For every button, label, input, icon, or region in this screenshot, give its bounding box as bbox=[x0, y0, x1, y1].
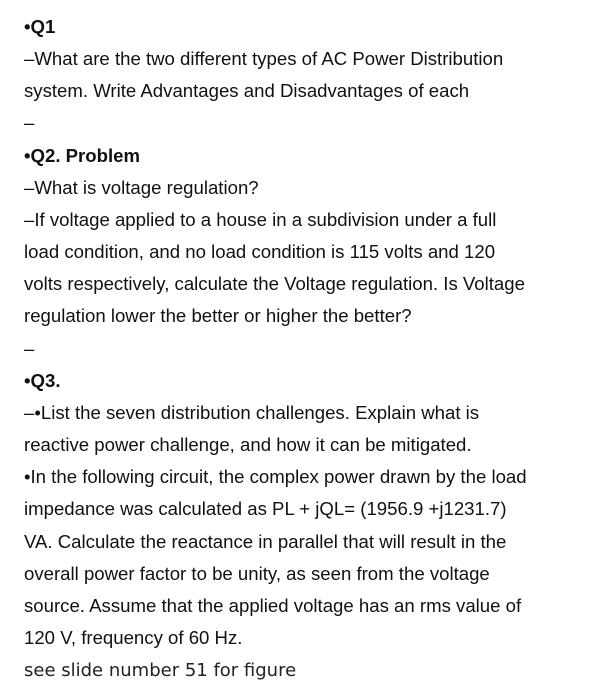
q2-line: –What is voltage regulation? bbox=[24, 177, 259, 198]
q3-line: VA. Calculate the reactance in parallel that will result in the bbox=[24, 531, 507, 552]
q3-line: –•List the seven distribution challenges. Explain what is bbox=[24, 402, 480, 423]
q2-line: regulation lower the better or higher the better? bbox=[24, 305, 412, 326]
q1-line: –What are the two different types of AC Power Distribution bbox=[24, 48, 504, 69]
q2-heading: •Q2. Problem bbox=[24, 145, 141, 166]
q1-line: system. Write Advantages and Disadvantages of each bbox=[24, 80, 470, 101]
q1-separator: – bbox=[24, 112, 35, 133]
q3-line: reactive power challenge, and how it can be mitigated. bbox=[24, 434, 472, 455]
q3-line: source. Assume that the applied voltage has an rms value of bbox=[24, 595, 522, 616]
q2-line: volts respectively, calculate the Voltage regulation. Is Voltage bbox=[24, 273, 525, 294]
q3-heading: •Q3. bbox=[24, 370, 61, 391]
q3-line: overall power factor to be unity, as seen from the voltage bbox=[24, 563, 490, 584]
q1-heading: •Q1 bbox=[24, 16, 56, 37]
q3-line: •In the following circuit, the complex power drawn by the load bbox=[24, 466, 527, 487]
q3-line: 120 V, frequency of 60 Hz. bbox=[24, 627, 243, 648]
q2-line: –If voltage applied to a house in a subdivision under a full bbox=[24, 209, 497, 230]
q2-line: load condition, and no load condition is 115 volts and 120 bbox=[24, 241, 496, 262]
slide-reference-note: see slide number 51 for figure bbox=[24, 660, 297, 681]
q3-line: impedance was calculated as PL + jQL= (1956.9 +j1231.7) bbox=[24, 498, 507, 519]
q2-separator: – bbox=[24, 338, 35, 359]
